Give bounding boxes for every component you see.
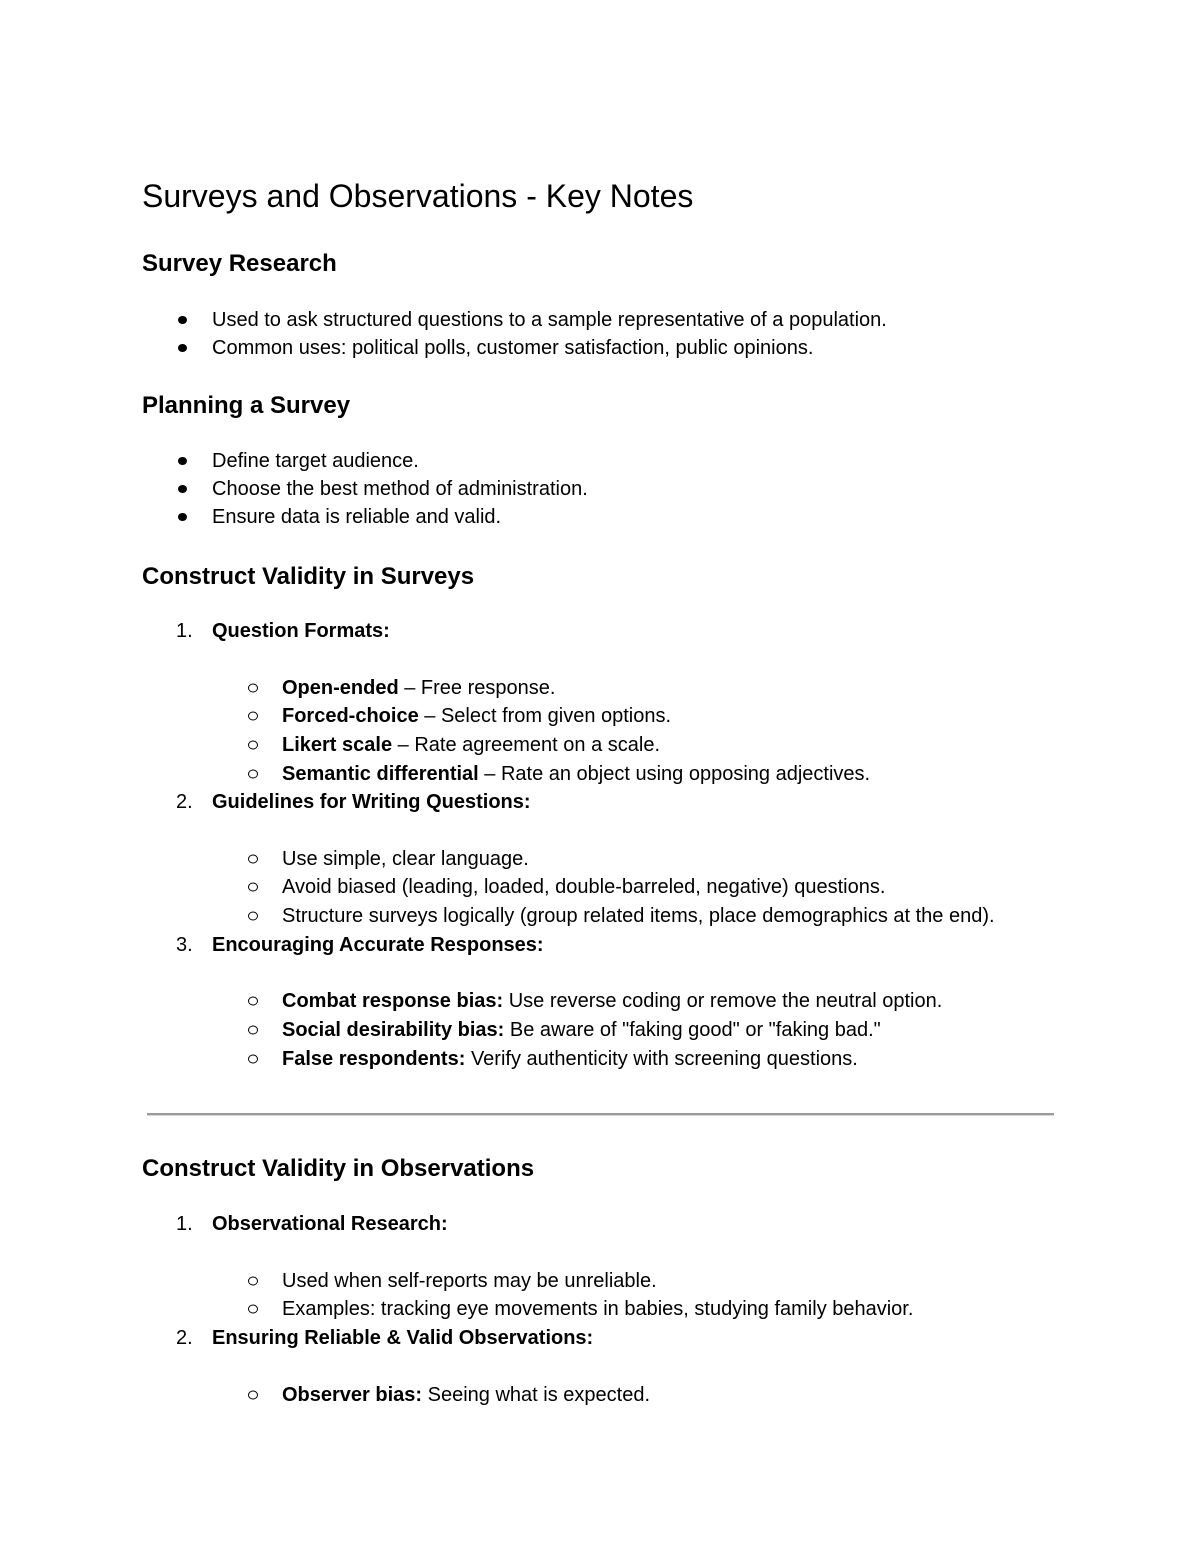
list-number: 1. [176, 620, 193, 642]
heading-construct-validity-observations: Construct Validity in Observations [142, 1155, 535, 1182]
item-term: Likert scale [282, 734, 393, 756]
bullet-disc-icon [178, 513, 187, 521]
list-item: Ensure data is reliable and valid. [212, 506, 502, 528]
item-text: Use reverse coding or remove the neutral option. [503, 990, 943, 1012]
list-number: 2. [176, 1327, 193, 1349]
list-number: 2. [176, 791, 193, 813]
bullet-circle-icon [248, 741, 258, 750]
document-title: Surveys and Observations - Key Notes [142, 178, 694, 214]
bullet-disc-icon [178, 316, 187, 324]
group-label: Observational Research: [212, 1213, 448, 1235]
item-text: – Free response. [398, 677, 556, 699]
list-item [282, 988, 942, 1014]
list-item: Used when self-reports may be unreliable. [282, 1270, 657, 1292]
bullet-circle-icon [248, 1305, 258, 1314]
item-text: Seeing what is expected. [422, 1384, 650, 1406]
bullet-circle-icon [248, 1055, 258, 1064]
list-item: Choose the best method of administration. [212, 478, 588, 500]
list-item [282, 732, 660, 758]
bullet-circle-icon [248, 1277, 258, 1286]
bullet-circle-icon [248, 912, 258, 921]
list-item: Avoid biased (leading, loaded, double-barreled, negative) questions. [282, 876, 886, 898]
item-term: Semantic differential [282, 763, 479, 785]
bullet-circle-icon [248, 770, 258, 779]
heading-construct-validity-surveys: Construct Validity in Surveys [142, 563, 475, 590]
list-item: Define target audience. [212, 450, 419, 472]
item-term: Social desirability bias: [282, 1019, 505, 1041]
bullet-circle-icon [248, 1026, 258, 1035]
list-item: Used to ask structured questions to a sample representative of a population. [212, 309, 887, 331]
item-text: Verify authenticity with screening questions. [465, 1048, 858, 1070]
group-label: Ensuring Reliable & Valid Observations: [212, 1327, 594, 1349]
list-item [282, 1046, 858, 1072]
item-term: False respondents: [282, 1048, 466, 1070]
item-term: Combat response bias: [282, 990, 504, 1012]
list-item: Common uses: political polls, customer satisfaction, public opinions. [212, 337, 814, 359]
item-term: Open-ended [282, 677, 399, 699]
list-item [282, 703, 671, 729]
list-item [282, 1017, 881, 1043]
list-item: Structure surveys logically (group related items, place demographics at the end). [282, 905, 995, 927]
horizontal-divider [147, 1113, 1054, 1116]
heading-planning-survey: Planning a Survey [142, 392, 351, 419]
list-number: 3. [176, 934, 193, 956]
heading-survey-research: Survey Research [142, 250, 337, 277]
bullet-circle-icon [248, 1391, 258, 1400]
bullet-circle-icon [248, 883, 258, 892]
bullet-disc-icon [178, 457, 187, 465]
bullet-circle-icon [248, 684, 258, 693]
item-term: Observer bias: [282, 1384, 423, 1406]
group-label: Question Formats: [212, 620, 390, 642]
list-item [282, 1382, 650, 1408]
list-number: 1. [176, 1213, 193, 1235]
item-text: Be aware of "faking good" or "faking bad." [504, 1019, 881, 1041]
list-item: Use simple, clear language. [282, 848, 529, 870]
item-term: Forced-choice [282, 705, 419, 727]
list-item [282, 675, 555, 701]
group-label: Encouraging Accurate Responses: [212, 934, 544, 956]
bullet-disc-icon [178, 344, 187, 352]
item-text: – Rate an object using opposing adjectives. [478, 763, 871, 785]
bullet-disc-icon [178, 485, 187, 493]
bullet-circle-icon [248, 712, 258, 721]
item-text: – Rate agreement on a scale. [392, 734, 661, 756]
bullet-circle-icon [248, 997, 258, 1006]
list-item: Examples: tracking eye movements in babies, studying family behavior. [282, 1298, 914, 1320]
item-text: – Select from given options. [418, 705, 672, 727]
bullet-circle-icon [248, 855, 258, 864]
list-item [282, 761, 870, 787]
group-label: Guidelines for Writing Questions: [212, 791, 531, 813]
